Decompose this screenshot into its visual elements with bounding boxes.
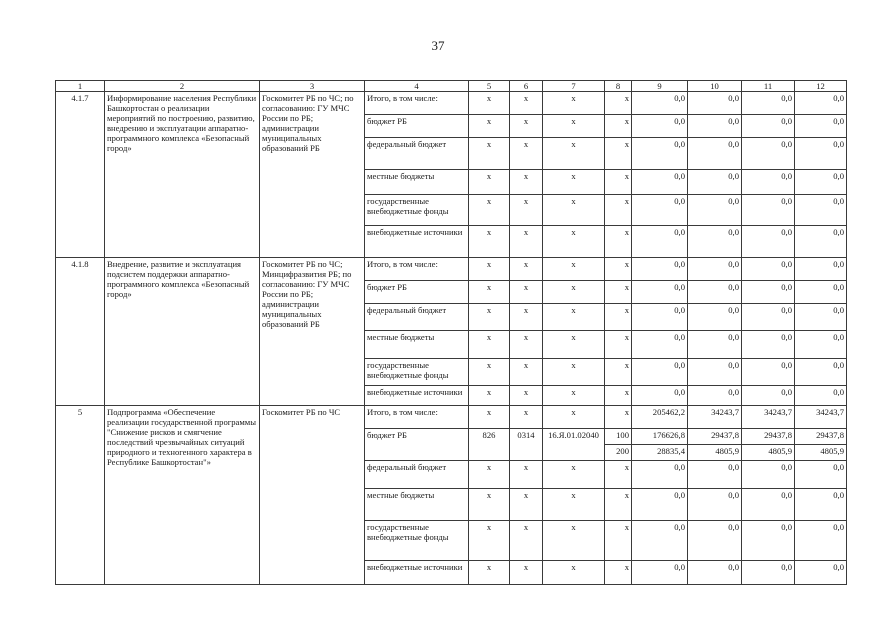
cell-c9: 0,0: [632, 521, 688, 561]
header-cell: 4: [365, 81, 469, 92]
header-cell: 6: [510, 81, 543, 92]
header-cell: 2: [105, 81, 260, 92]
cell-c7: x: [543, 461, 605, 489]
cell-c6: x: [510, 138, 543, 170]
cell-c7: 16.Я.01.02040: [543, 429, 605, 461]
header-cell: 11: [742, 81, 795, 92]
header-cell: 5: [469, 81, 510, 92]
funding-source: внебюджетные источники: [365, 386, 469, 406]
item-code: 4.1.7: [56, 92, 105, 258]
item-executor: Госкомитет РБ по ЧС; Минцифразвития РБ; по согласованию: ГУ МЧС России по РБ; администрации муниципальных образований РБ: [260, 258, 365, 406]
funding-source: государственные внебюджетные фонды: [365, 195, 469, 226]
cell-c12: 0,0: [795, 359, 847, 386]
cell-c8: x: [605, 138, 632, 170]
cell-c11: 0,0: [742, 195, 795, 226]
cell-c11: 0,0: [742, 359, 795, 386]
table-row: [56, 92, 847, 115]
cell-c5: x: [469, 226, 510, 258]
cell-c6: x: [510, 461, 543, 489]
cell-c12: 0,0: [795, 170, 847, 195]
cell-c9: 205462,2: [632, 406, 688, 429]
cell-c10: 4805,9: [688, 445, 742, 461]
cell-c12: 0,0: [795, 195, 847, 226]
item-code: 4.1.8: [56, 258, 105, 406]
cell-c8: x: [605, 521, 632, 561]
cell-c6: x: [510, 304, 543, 331]
funding-source: Итого, в том числе:: [365, 92, 469, 115]
cell-c6: x: [510, 281, 543, 304]
cell-c11: 0,0: [742, 521, 795, 561]
cell-c8: x: [605, 258, 632, 281]
cell-c7: x: [543, 386, 605, 406]
cell-c6: x: [510, 561, 543, 585]
cell-c5: x: [469, 461, 510, 489]
cell-c12: 0,0: [795, 561, 847, 585]
cell-c12: 0,0: [795, 461, 847, 489]
cell-c8: x: [605, 561, 632, 585]
cell-c11: 0,0: [742, 170, 795, 195]
cell-c8: 100: [605, 429, 632, 445]
cell-c7: x: [543, 258, 605, 281]
cell-c7: x: [543, 115, 605, 138]
item-executor: Госкомитет РБ по ЧС: [260, 406, 365, 585]
cell-c10: 34243,7: [688, 406, 742, 429]
cell-c11: 0,0: [742, 561, 795, 585]
item-title: Подпрограмма «Обеспечение реализации государственной программы "Снижение рисков и смягчение последствий чрезвычайных ситуаций природного и техногенного характера в Республике Башкортостан"»: [105, 406, 260, 585]
cell-c10: 0,0: [688, 489, 742, 521]
cell-c12: 4805,9: [795, 445, 847, 461]
cell-c5: x: [469, 331, 510, 359]
cell-c7: x: [543, 359, 605, 386]
funding-table: [55, 80, 847, 585]
cell-c10: 0,0: [688, 226, 742, 258]
page-number: 37: [431, 38, 445, 53]
cell-c12: 0,0: [795, 304, 847, 331]
cell-c7: x: [543, 406, 605, 429]
cell-c7: x: [543, 561, 605, 585]
header-cell: 3: [260, 81, 365, 92]
cell-c10: 0,0: [688, 258, 742, 281]
cell-c12: 29437,8: [795, 429, 847, 445]
cell-c9: 28835,4: [632, 445, 688, 461]
cell-c8: x: [605, 170, 632, 195]
cell-c9: 0,0: [632, 92, 688, 115]
cell-c5: x: [469, 359, 510, 386]
cell-c9: 176626,8: [632, 429, 688, 445]
funding-source: внебюджетные источники: [365, 226, 469, 258]
funding-source: федеральный бюджет: [365, 461, 469, 489]
cell-c9: 0,0: [632, 304, 688, 331]
cell-c8: x: [605, 461, 632, 489]
cell-c10: 0,0: [688, 170, 742, 195]
cell-c9: 0,0: [632, 386, 688, 406]
cell-c7: x: [543, 489, 605, 521]
cell-c8: 200: [605, 445, 632, 461]
item-executor: Госкомитет РБ по ЧС; по согласованию: ГУ МЧС России по РБ; администрации муниципальных образований РБ: [260, 92, 365, 258]
cell-c11: 34243,7: [742, 406, 795, 429]
cell-c9: 0,0: [632, 258, 688, 281]
cell-c10: 0,0: [688, 138, 742, 170]
cell-c8: x: [605, 359, 632, 386]
cell-c5: x: [469, 281, 510, 304]
cell-c7: x: [543, 521, 605, 561]
funding-source: местные бюджеты: [365, 489, 469, 521]
cell-c10: 0,0: [688, 92, 742, 115]
cell-c12: 0,0: [795, 489, 847, 521]
funding-source: бюджет РБ: [365, 429, 469, 461]
header-cell: 10: [688, 81, 742, 92]
cell-c8: x: [605, 489, 632, 521]
cell-c8: x: [605, 386, 632, 406]
cell-c6: 0314: [510, 429, 543, 461]
cell-c10: 0,0: [688, 521, 742, 561]
cell-c5: x: [469, 386, 510, 406]
cell-c5: x: [469, 170, 510, 195]
cell-c11: 0,0: [742, 386, 795, 406]
cell-c8: x: [605, 92, 632, 115]
cell-c10: 0,0: [688, 195, 742, 226]
cell-c7: x: [543, 92, 605, 115]
cell-c11: 0,0: [742, 92, 795, 115]
cell-c7: x: [543, 170, 605, 195]
cell-c6: x: [510, 331, 543, 359]
cell-c10: 0,0: [688, 386, 742, 406]
cell-c5: x: [469, 406, 510, 429]
cell-c9: 0,0: [632, 138, 688, 170]
cell-c9: 0,0: [632, 359, 688, 386]
cell-c9: 0,0: [632, 331, 688, 359]
cell-c11: 4805,9: [742, 445, 795, 461]
cell-c11: 0,0: [742, 331, 795, 359]
cell-c9: 0,0: [632, 226, 688, 258]
header-cell: 7: [543, 81, 605, 92]
cell-c8: x: [605, 115, 632, 138]
cell-c6: x: [510, 226, 543, 258]
cell-c11: 0,0: [742, 226, 795, 258]
funding-source: государственные внебюджетные фонды: [365, 521, 469, 561]
cell-c10: 0,0: [688, 115, 742, 138]
funding-source: федеральный бюджет: [365, 304, 469, 331]
cell-c9: 0,0: [632, 489, 688, 521]
cell-c6: x: [510, 195, 543, 226]
funding-source: бюджет РБ: [365, 281, 469, 304]
cell-c8: x: [605, 331, 632, 359]
cell-c5: 826: [469, 429, 510, 461]
funding-source: внебюджетные источники: [365, 561, 469, 585]
cell-c12: 0,0: [795, 386, 847, 406]
cell-c12: 0,0: [795, 115, 847, 138]
cell-c9: 0,0: [632, 281, 688, 304]
cell-c6: x: [510, 359, 543, 386]
cell-c5: x: [469, 304, 510, 331]
cell-c5: x: [469, 489, 510, 521]
cell-c7: x: [543, 195, 605, 226]
cell-c8: x: [605, 281, 632, 304]
cell-c12: 0,0: [795, 521, 847, 561]
cell-c5: x: [469, 521, 510, 561]
cell-c7: x: [543, 304, 605, 331]
funding-source: Итого, в том числе:: [365, 406, 469, 429]
cell-c5: x: [469, 92, 510, 115]
cell-c12: 34243,7: [795, 406, 847, 429]
table-row: [56, 258, 847, 281]
cell-c11: 0,0: [742, 461, 795, 489]
cell-c6: x: [510, 170, 543, 195]
cell-c11: 0,0: [742, 258, 795, 281]
cell-c6: x: [510, 386, 543, 406]
cell-c6: x: [510, 92, 543, 115]
cell-c5: x: [469, 258, 510, 281]
funding-source: государственные внебюджетные фонды: [365, 359, 469, 386]
cell-c7: x: [543, 331, 605, 359]
cell-c5: x: [469, 195, 510, 226]
cell-c5: x: [469, 138, 510, 170]
item-title: Внедрение, развитие и эксплуатация подсистем поддержки аппаратно-программного комплекса «Безопасный город»: [105, 258, 260, 406]
cell-c8: x: [605, 304, 632, 331]
cell-c10: 0,0: [688, 561, 742, 585]
cell-c6: x: [510, 258, 543, 281]
cell-c7: x: [543, 226, 605, 258]
cell-c11: 0,0: [742, 489, 795, 521]
cell-c10: 0,0: [688, 359, 742, 386]
cell-c8: x: [605, 195, 632, 226]
cell-c12: 0,0: [795, 281, 847, 304]
cell-c8: x: [605, 406, 632, 429]
cell-c11: 0,0: [742, 138, 795, 170]
cell-c6: x: [510, 521, 543, 561]
funding-source: бюджет РБ: [365, 115, 469, 138]
cell-c6: x: [510, 406, 543, 429]
cell-c12: 0,0: [795, 138, 847, 170]
cell-c10: 29437,8: [688, 429, 742, 445]
cell-c12: 0,0: [795, 226, 847, 258]
cell-c12: 0,0: [795, 92, 847, 115]
cell-c5: x: [469, 561, 510, 585]
cell-c11: 0,0: [742, 115, 795, 138]
cell-c12: 0,0: [795, 331, 847, 359]
header-cell: 9: [632, 81, 688, 92]
cell-c11: 0,0: [742, 281, 795, 304]
funding-source: местные бюджеты: [365, 170, 469, 195]
cell-c9: 0,0: [632, 461, 688, 489]
cell-c5: x: [469, 115, 510, 138]
cell-c11: 0,0: [742, 304, 795, 331]
cell-c7: x: [543, 281, 605, 304]
cell-c9: 0,0: [632, 561, 688, 585]
funding-source: Итого, в том числе:: [365, 258, 469, 281]
header-row: [56, 81, 847, 92]
cell-c6: x: [510, 489, 543, 521]
funding-source: федеральный бюджет: [365, 138, 469, 170]
cell-c11: 29437,8: [742, 429, 795, 445]
cell-c12: 0,0: [795, 258, 847, 281]
table-row: [56, 406, 847, 429]
cell-c9: 0,0: [632, 115, 688, 138]
cell-c10: 0,0: [688, 281, 742, 304]
cell-c10: 0,0: [688, 331, 742, 359]
cell-c6: x: [510, 115, 543, 138]
cell-c8: x: [605, 226, 632, 258]
header-cell: 1: [56, 81, 105, 92]
cell-c7: x: [543, 138, 605, 170]
funding-source: местные бюджеты: [365, 331, 469, 359]
cell-c9: 0,0: [632, 170, 688, 195]
cell-c10: 0,0: [688, 461, 742, 489]
item-title: Информирование населения Республики Башкортостан о реализации мероприятий по построению, развитию, внедрению и эксплуатации аппаратно-программного комплекса «Безопасный город»: [105, 92, 260, 258]
cell-c9: 0,0: [632, 195, 688, 226]
header-cell: 12: [795, 81, 847, 92]
item-code: 5: [56, 406, 105, 585]
header-cell: 8: [605, 81, 632, 92]
cell-c10: 0,0: [688, 304, 742, 331]
